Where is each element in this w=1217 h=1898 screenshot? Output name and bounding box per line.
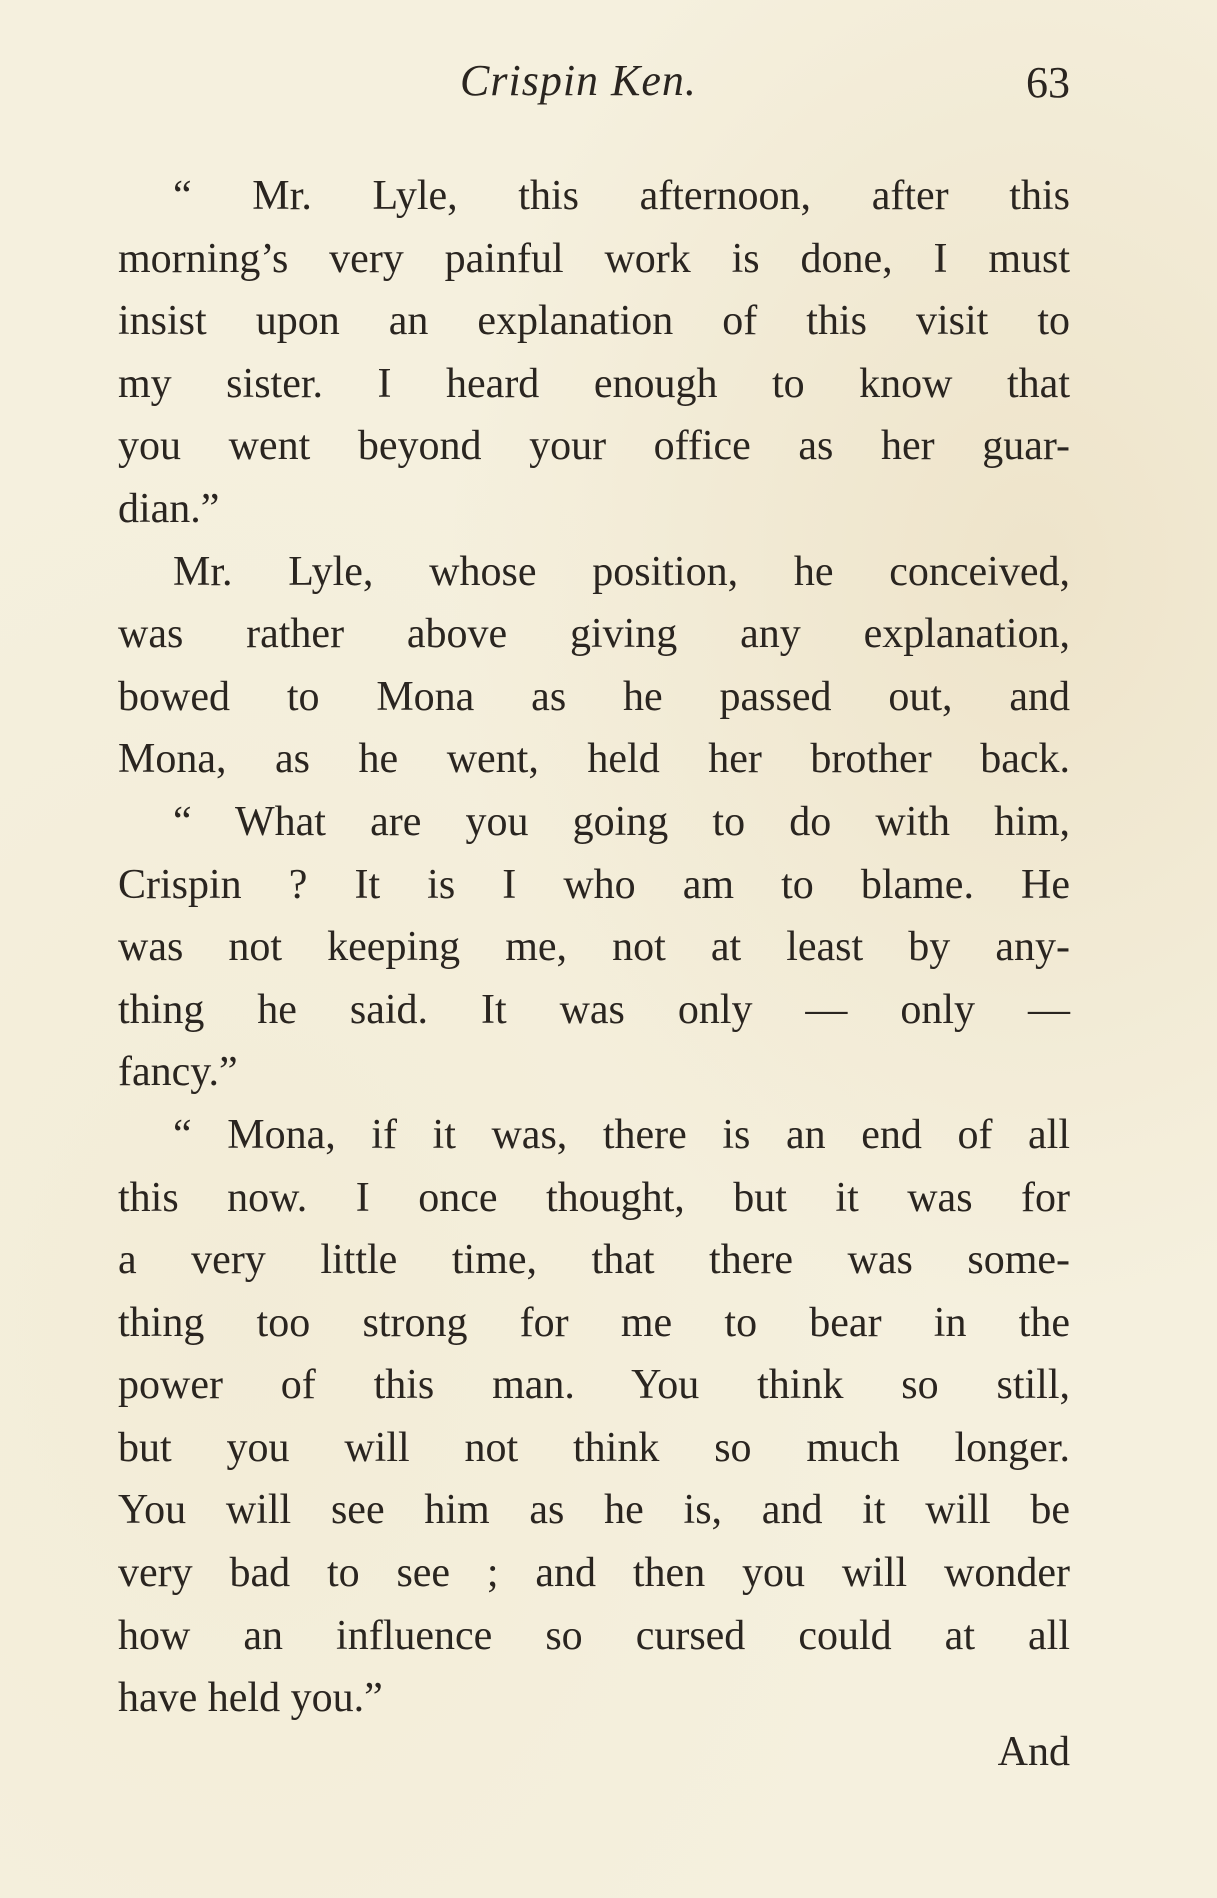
text-line: have held you.” xyxy=(118,1675,383,1722)
text-line: Crispin ? It is I who am to blame. He xyxy=(118,861,1070,908)
text-line: thing he said. It was only — only — xyxy=(118,986,1070,1033)
text-line: was not keeping me, not at least by any- xyxy=(118,924,1070,971)
text-line: you went beyond your office as her guar- xyxy=(118,423,1070,470)
text-line: how an influence so cursed could at all xyxy=(118,1612,1070,1659)
text-line: insist upon an explanation of this visit to xyxy=(118,298,1070,345)
page-number: 63 xyxy=(1026,58,1070,107)
text-line: very bad to see ; and then you will wonder xyxy=(118,1550,1070,1597)
text-line: this now. I once thought, but it was for xyxy=(118,1174,1070,1221)
running-head xyxy=(120,55,1070,115)
text-line: morning’s very painful work is done, I must xyxy=(118,235,1070,282)
text-line: my sister. I heard enough to know that xyxy=(118,360,1070,407)
text-line: dian.” xyxy=(118,485,220,532)
text-line: You will see him as he is, and it will be xyxy=(118,1487,1070,1534)
text-line: bowed to Mona as he passed out, and xyxy=(118,673,1070,720)
catchword: And xyxy=(997,1729,1070,1775)
text-line: “ Mona, if it was, there is an end of all xyxy=(173,1111,1070,1158)
body-text xyxy=(118,165,1070,1730)
text-line: was rather above giving any explanation, xyxy=(118,611,1070,658)
text-line: a very little time, that there was some- xyxy=(118,1237,1070,1284)
text-line: Mona, as he went, held her brother back. xyxy=(118,736,1070,783)
text-line: but you will not think so much longer. xyxy=(118,1424,1070,1471)
text-line: fancy.” xyxy=(118,1049,238,1096)
text-line: “ Mr. Lyle, this afternoon, after this xyxy=(173,173,1070,219)
text-line: “ What are you going to do with him, xyxy=(173,798,1070,845)
running-title: Crispin Ken. xyxy=(460,56,697,105)
text-line: Mr. Lyle, whose position, he conceived, xyxy=(173,548,1070,595)
text-line: power of this man. You think so still, xyxy=(118,1362,1070,1409)
text-line: thing too strong for me to bear in the xyxy=(118,1299,1070,1346)
